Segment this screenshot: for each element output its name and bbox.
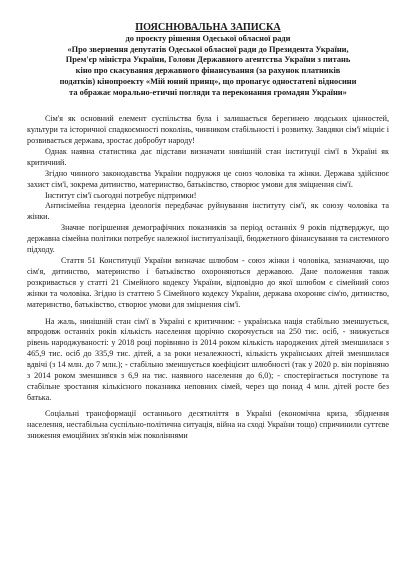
heading-line-7: та ображає морально-етичні погляди та переконання громадян України» <box>69 87 347 97</box>
paragraph-1: Сім'я як основний елемент суспільства була і залишається берегинею людських цінностей, культури та історичної спадкоємності поколінь, чинником стабільності і розвитку. Завдяки сім'ї міцніє і розвивається держава, зростає добробут народу! <box>27 114 389 146</box>
heading-line-4: Прем'єр міністра України, Голови Державного агентства України з питань <box>65 55 351 65</box>
paragraph-6: Значне погіршення демографічних показників за період останніх 9 років підтверджує, що державна сімейна політики потребує належної інституалізації, бюджетного фінансування та системного підходу. <box>27 223 389 255</box>
paragraph-9: Соціальні трансформації останнього десятиліття в Україні (економічна криза, збіднення населення, нестабільна суспільно-політична ситуація, війна на сході України тощо) спричинили суттєве зниження емоційних зв'язків між поколіннями <box>27 408 389 440</box>
heading-line-3: «Про звернення депутатів Одеської обласної ради до Президента України, <box>67 44 349 54</box>
paragraph-8: На жаль, нинішній стан сім'ї в Україні є критичним: - українська нація стабільно зменшується, впродовж останніх років кількість населення щорічно скорочується на 250 тис. осіб, - знижується рівень народжуваності: у 2018 році порівняно із 2014 роком кількість народжених дітей зменшилася з 465,9 тис. осіб до 335,9 тис. дітей, а за роки незалежності, кількість українських дітей зменшилася вдвічі (з 14 млн. до 7 млн.); - стабільно зменшується коефіцієнт шлюбності (так у 2020 р. він порівняно з 2014 роком зменшився з 6,9 на тис. наявного населення до 6,0); - спостерігається поступове та стабільне зростання кількісного показника неповних сімей, через що понад 4 млн. дітей росте без батька. <box>27 316 389 402</box>
paragraph-2: Однак наявна статистика дає підстави визначати нинішній стан інституції сім'ї в Україні як критичний. <box>27 146 389 167</box>
paragraph-3: Згідно чинного законодавства України подружжя це союз чоловіка та жінки. Держава здійснює захист сім'ї, зокрема дитинство, материнство, батьківство, створює умови для зміцнення сім'ї. <box>27 168 389 189</box>
heading-line-2: до проєкту рішення Одеської обласної ради <box>125 34 291 43</box>
document-title: ПОЯСНЮВАЛЬНА ЗАПИСКА <box>135 22 281 33</box>
heading-line-5: кіно про скасування державного фінансування (за рахунок платників <box>75 66 341 76</box>
paragraph-4: Інститут сім'ї сьогодні потребує підтримки! <box>45 190 197 200</box>
heading-line-6: податків) кінопроекту «Мій юний принц», що пропагує одностатеві відносини <box>59 76 357 86</box>
document-page <box>27 0 389 442</box>
paragraph-7: Стаття 51 Конституції України визначає шлюбом - союз жінки і чоловіка, зазначаючи, що сім'я, дитинство, материнство і батьківство охороняються державою. Дане положення також розкривається у статті 21 Сімейного кодексу України, відповідно до якої шлюбом є сімейний союз жінки та чоловіка. Згідно із статтею 5 Сімейного кодексу України, держава охороняє сім'ю, дитинство, материнство, батьківство, створює умови для зміцнення сім'ї. <box>27 256 389 309</box>
paragraph-5: Антисімейна гендерна ідеологія передбачає руйнування інституту сім'ї, як союзу чоловіка та жінки. <box>27 201 389 222</box>
